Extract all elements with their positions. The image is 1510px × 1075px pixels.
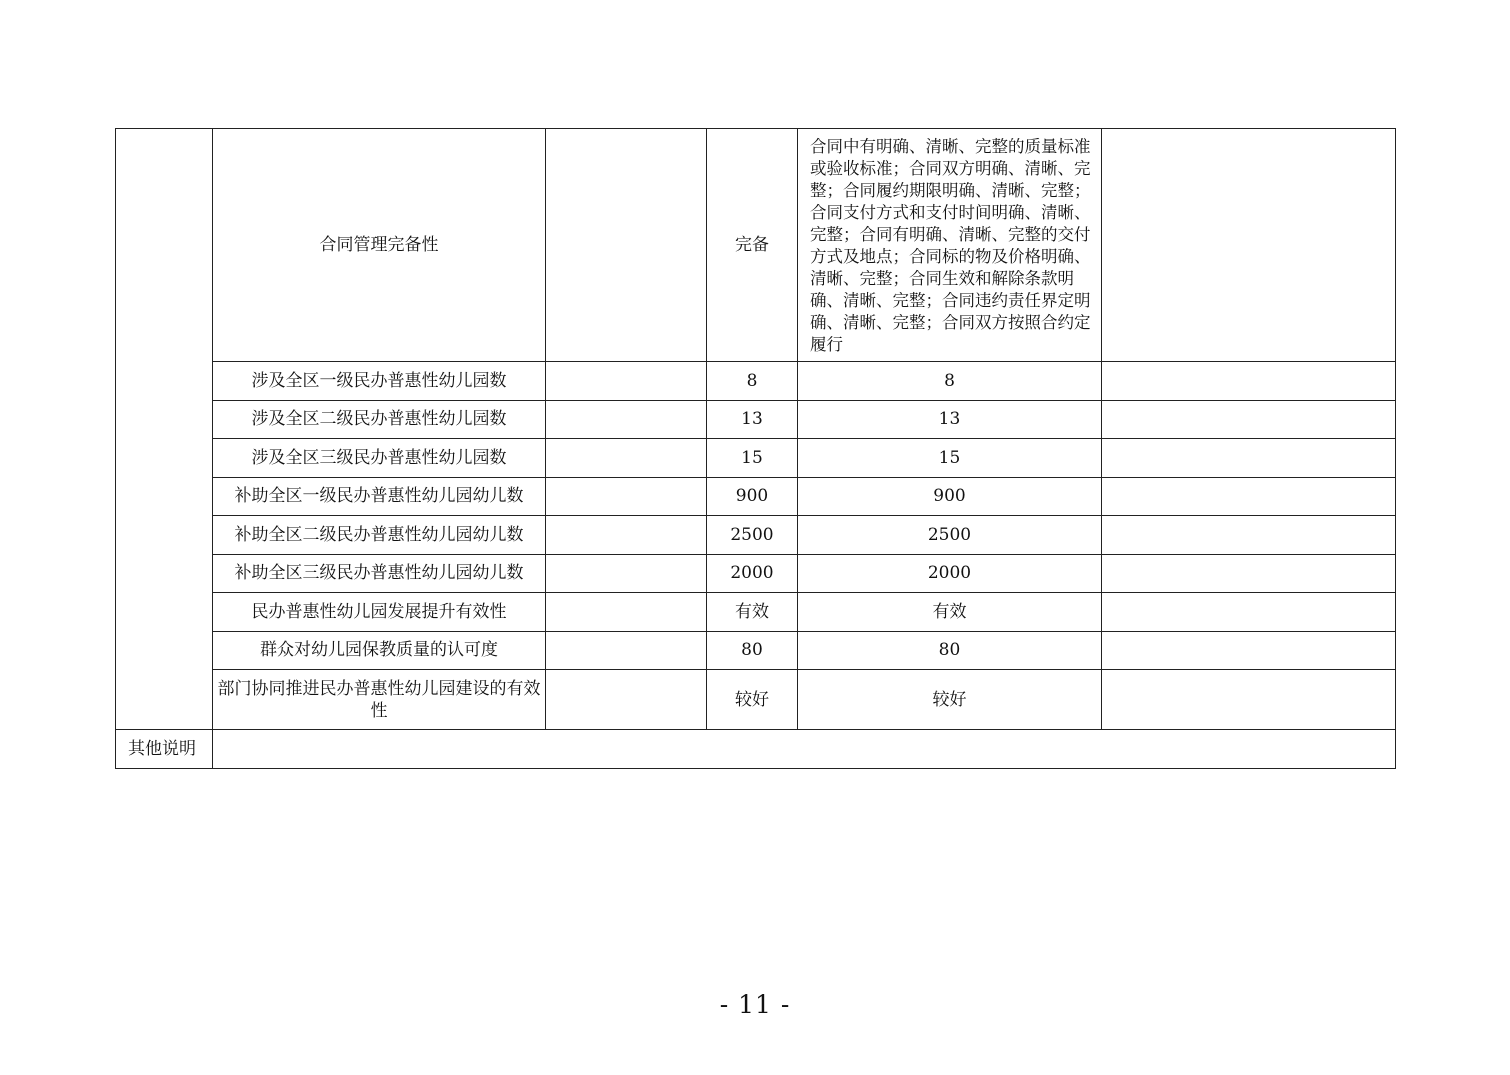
indicator-cell: 合同管理完备性 bbox=[213, 129, 546, 362]
remark-cell bbox=[1102, 554, 1396, 593]
blank-cell bbox=[546, 670, 707, 730]
remark-cell bbox=[1102, 400, 1396, 439]
notes-row bbox=[116, 730, 1396, 769]
target-value-cell: 13 bbox=[707, 400, 798, 439]
performance-indicator-table bbox=[115, 128, 1396, 769]
target-value-cell: 完备 bbox=[707, 129, 798, 362]
remark-cell bbox=[1102, 129, 1396, 362]
blank-cell bbox=[546, 593, 707, 632]
target-value-cell: 有效 bbox=[707, 593, 798, 632]
remark-cell bbox=[1102, 477, 1396, 516]
target-value-cell: 900 bbox=[707, 477, 798, 516]
indicator-cell: 群众对幼儿园保教质量的认可度 bbox=[213, 631, 546, 670]
remark-cell bbox=[1102, 631, 1396, 670]
blank-cell bbox=[546, 631, 707, 670]
blank-cell bbox=[546, 400, 707, 439]
table-row bbox=[116, 400, 1396, 439]
target-value-cell: 8 bbox=[707, 362, 798, 401]
actual-value-cell: 较好 bbox=[798, 670, 1102, 730]
indicator-cell: 补助全区三级民办普惠性幼儿园幼儿数 bbox=[213, 554, 546, 593]
table-row bbox=[116, 631, 1396, 670]
notes-label: 其他说明 bbox=[116, 730, 213, 769]
target-value-cell: 较好 bbox=[707, 670, 798, 730]
table-row bbox=[116, 670, 1396, 730]
target-value-cell: 80 bbox=[707, 631, 798, 670]
indicator-cell: 民办普惠性幼儿园发展提升有效性 bbox=[213, 593, 546, 632]
actual-value-cell: 2000 bbox=[798, 554, 1102, 593]
target-value-cell: 15 bbox=[707, 439, 798, 478]
table-row bbox=[116, 477, 1396, 516]
actual-value-cell: 80 bbox=[798, 631, 1102, 670]
blank-cell bbox=[546, 554, 707, 593]
actual-value-cell: 合同中有明确、清晰、完整的质量标准或验收标准；合同双方明确、清晰、完整；合同履约期限明确、清晰、完整；合同支付方式和支付时间明确、清晰、完整；合同有明确、清晰、完整的交付方式及地点；合同标的物及价格明确、清晰、完整；合同生效和解除条款明确、清晰、完整；合同违约责任界定明确、清晰、完整；合同双方按照合约定履行 bbox=[798, 129, 1102, 362]
remark-cell bbox=[1102, 362, 1396, 401]
actual-value-cell: 8 bbox=[798, 362, 1102, 401]
remark-cell bbox=[1102, 439, 1396, 478]
actual-value-cell: 13 bbox=[798, 400, 1102, 439]
table-row bbox=[116, 129, 1396, 362]
table-row bbox=[116, 362, 1396, 401]
blank-cell bbox=[546, 439, 707, 478]
indicator-cell: 涉及全区二级民办普惠性幼儿园数 bbox=[213, 400, 546, 439]
target-value-cell: 2500 bbox=[707, 516, 798, 555]
table-row bbox=[116, 516, 1396, 555]
category-cell bbox=[116, 129, 213, 730]
table-row bbox=[116, 439, 1396, 478]
remark-cell bbox=[1102, 670, 1396, 730]
table-row bbox=[116, 593, 1396, 632]
actual-value-cell: 15 bbox=[798, 439, 1102, 478]
remark-cell bbox=[1102, 516, 1396, 555]
actual-value-cell: 2500 bbox=[798, 516, 1102, 555]
blank-cell bbox=[546, 129, 707, 362]
indicator-cell: 部门协同推进民办普惠性幼儿园建设的有效性 bbox=[213, 670, 546, 730]
blank-cell bbox=[546, 516, 707, 555]
remark-cell bbox=[1102, 593, 1396, 632]
indicator-cell: 涉及全区一级民办普惠性幼儿园数 bbox=[213, 362, 546, 401]
table-row bbox=[116, 554, 1396, 593]
indicator-cell: 补助全区一级民办普惠性幼儿园幼儿数 bbox=[213, 477, 546, 516]
blank-cell bbox=[546, 362, 707, 401]
indicator-cell: 补助全区二级民办普惠性幼儿园幼儿数 bbox=[213, 516, 546, 555]
actual-value-cell: 有效 bbox=[798, 593, 1102, 632]
blank-cell bbox=[546, 477, 707, 516]
page-number: - 11 - bbox=[719, 990, 791, 1019]
actual-value-cell: 900 bbox=[798, 477, 1102, 516]
indicator-cell: 涉及全区三级民办普惠性幼儿园数 bbox=[213, 439, 546, 478]
notes-value bbox=[213, 730, 1396, 769]
target-value-cell: 2000 bbox=[707, 554, 798, 593]
